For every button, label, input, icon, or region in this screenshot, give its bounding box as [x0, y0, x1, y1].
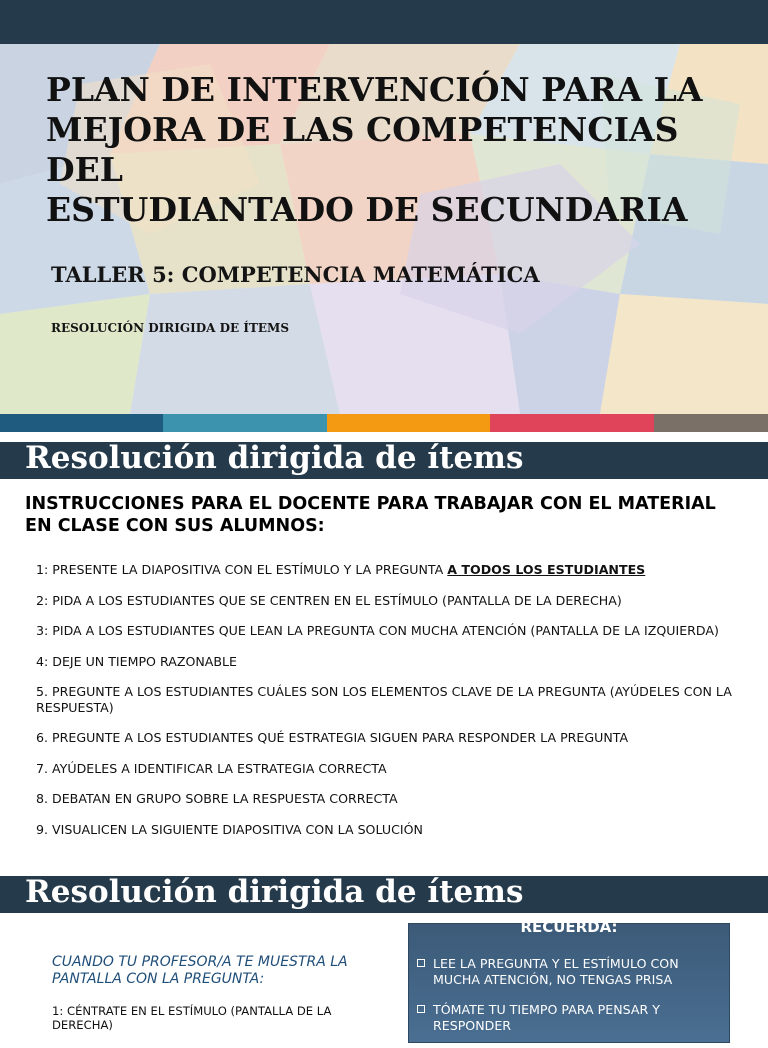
slide-header-bar [0, 876, 768, 913]
workshop-subtitle: TALLER 5: COMPETENCIA MATEMÁTICA [51, 262, 540, 287]
stripe-segment-2 [163, 414, 327, 432]
list-item: 2: PIDA A LOS ESTUDIANTES QUE SE CENTREN EN EL ESTÍMULO (PANTALLA DE LA DERECHA) [36, 592, 622, 608]
student-prompt: CUANDO TU PROFESOR/A TE MUESTRA LA PANTALLA CON LA PREGUNTA: [52, 954, 348, 987]
list-item: 7. AYÚDELES A IDENTIFICAR LA ESTRATEGIA CORRECTA [36, 760, 387, 776]
student-instructions [52, 954, 382, 1032]
square-bullet-icon [417, 1005, 425, 1013]
list-item: LEE LA PREGUNTA Y EL ESTÍMULO CON MUCHA ATENCIÓN, NO TENGAS PRISA [417, 956, 717, 988]
list-item: 1: PRESENTE LA DIAPOSITIVA CON EL ESTÍMULO Y LA PREGUNTA A TODOS LOS ESTUDIANTES [36, 562, 646, 577]
slide-header-bar [0, 442, 768, 479]
recuerda-list [417, 956, 717, 1048]
slide-top-bar [0, 0, 768, 44]
student-step: 1: CÉNTRATE EN EL ESTÍMULO (PANTALLA DE LA DERECHA) [52, 1004, 332, 1032]
title-slide [0, 0, 768, 432]
recuerda-title: RECUERDA: [520, 918, 618, 936]
recuerda-box [408, 918, 730, 1043]
section-subtitle: RESOLUCIÓN DIRIGIDA DE ÍTEMS [51, 321, 289, 335]
emphasis-text: A TODOS LOS ESTUDIANTES [447, 562, 646, 577]
stripe-segment-1 [0, 414, 163, 432]
slide-header-title: Resolución dirigida de ítems [25, 874, 524, 910]
instructions-list [36, 562, 748, 852]
list-item: TÓMATE TU TIEMPO PARA PENSAR Y RESPONDER [417, 1002, 717, 1034]
stripe-segment-4 [490, 414, 654, 432]
square-bullet-icon [417, 959, 425, 967]
instructions-heading: INSTRUCCIONES PARA EL DOCENTE PARA TRABAJAR CON EL MATERIAL EN CLASE CON SUS ALUMNOS: [25, 494, 716, 536]
list-item: 3: PIDA A LOS ESTUDIANTES QUE LEAN LA PREGUNTA CON MUCHA ATENCIÓN (PANTALLA DE LA IZQUIERDA) [36, 623, 719, 638]
instructions-slide [0, 442, 768, 862]
stripe-segment-5 [654, 414, 768, 432]
list-item: 4: DEJE UN TIEMPO RAZONABLE [36, 653, 238, 669]
list-item: 9. VISUALICEN LA SIGUIENTE DIAPOSITIVA CON LA SOLUCIÓN [36, 821, 423, 837]
slide-header-title: Resolución dirigida de ítems [25, 440, 524, 476]
student-slide [0, 874, 768, 1033]
color-stripe [0, 414, 768, 432]
list-item: 5. PREGUNTE A LOS ESTUDIANTES CUÁLES SON LOS ELEMENTOS CLAVE DE LA PREGUNTA (AYÚDELES CON LA RESPUESTA) [36, 684, 732, 715]
stripe-segment-3 [327, 414, 490, 432]
list-item: 8. DEBATAN EN GRUPO SOBRE LA RESPUESTA CORRECTA [36, 791, 398, 806]
list-item: 6. PREGUNTE A LOS ESTUDIANTES QUÉ ESTRATEGIA SIGUEN PARA RESPONDER LA PREGUNTA [36, 730, 629, 745]
presentation-title: PLAN DE INTERVENCIÓN PARA LA MEJORA DE LAS COMPETENCIAS DEL ESTUDIANTADO DE SECUNDARIA [46, 70, 703, 229]
